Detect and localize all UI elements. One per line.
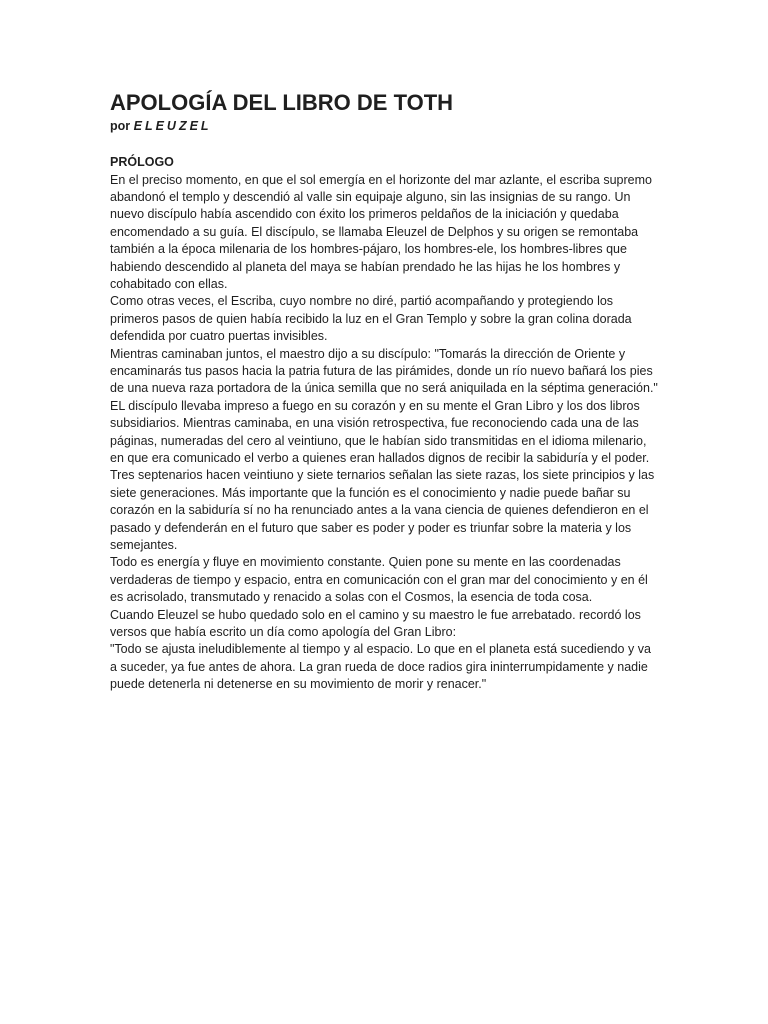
paragraph: En el preciso momento, en que el sol emergía en el horizonte del mar azlante, el escriba supremo abandonó el templo y descendió al valle sin equipaje alguno, sin las insignias de su rango. Un nuevo discípulo había ascendido con éxito los primeros peldaños de la iniciación y quedaba encomendado a su guía. El discípulo, se llamaba Eleuzel de Delphos y su origen se remontaba también a la época milenaria de los hombres-pájaro, los hombres-ele, los hombres-libres que habiendo descendido al planeta del maya se habían prendado he las hijas he los hombres y cohabitado con ellas. xyxy=(110,172,652,291)
byline-prefix: por xyxy=(110,119,131,133)
paragraph: Todo es energía y fluye en movimiento constante. Quien pone su mente en las coordenadas verdaderas de tiempo y espacio, entra en comunicación con el gran mar del conocimiento y en él es acrisolado, transmutado y renacido a solas con el Cosmos, la esencia de toda cosa. xyxy=(110,555,648,605)
paragraph: Mientras caminaban juntos, el maestro dijo a su discípulo: "Tomarás la dirección de Oriente y encaminarás tus pasos hacia la patria futura de las pirámides, donde un río nuevo bañará los pies de una nueva raza portadora de la única semilla que no será aniquilada en la séptima generación." xyxy=(110,346,658,396)
paragraph: Como otras veces, el Escriba, cuyo nombre no diré, partió acompañando y protegiendo los primeros pasos de quien había recibido la luz en el Gran Templo y sobre la gran colina dorada defendida por cuatro puertas invisibles. xyxy=(110,294,632,344)
byline xyxy=(110,118,660,134)
paragraph: "Todo se ajusta ineludiblemente al tiempo y al espacio. Lo que en el planeta está sucediendo y va a suceder, ya fue antes de ahora. La gran rueda de doce radios gira ininterrumpidamente y nadie puede detenerla ni detenerse en su movimiento de morir y renacer." xyxy=(110,642,651,692)
document-title: APOLOGÍA DEL LIBRO DE TOTH xyxy=(110,90,454,115)
author-name: ELEUZEL xyxy=(133,119,212,133)
paragraph: EL discípulo llevaba impreso a fuego en su corazón y en su mente el Gran Libro y los dos libros subsidiarios. Mientras caminaba, en una visión retrospectiva, fue reconociendo cada una de las páginas, numeradas del cero al veintiuno, que le habían sido transmitidas en el idioma milenario, en que era comunicado el verbo a quienes eran hallados dignos de recibir la sabiduría y el poder. xyxy=(110,398,650,465)
section-heading: PRÓLOGO xyxy=(110,155,174,169)
paragraph: Cuando Eleuzel se hubo quedado solo en el camino y su maestro le fue arrebatado. recordó los versos que había escrito un día como apología del Gran Libro: xyxy=(110,607,641,640)
document-page xyxy=(110,88,660,694)
paragraph: Tres septenarios hacen veintiuno y siete ternarios señalan las siete razas, los siete principios y las siete generaciones. Más importante que la función es el conocimiento y nadie puede bañar su corazón en la sabiduría sí no ha renunciado antes a la vana ciencia de quienes defendieron en el pasado y defenderán en el futuro que saber es poder y poder es triunfar sobre la materia y los semejantes. xyxy=(110,468,655,553)
